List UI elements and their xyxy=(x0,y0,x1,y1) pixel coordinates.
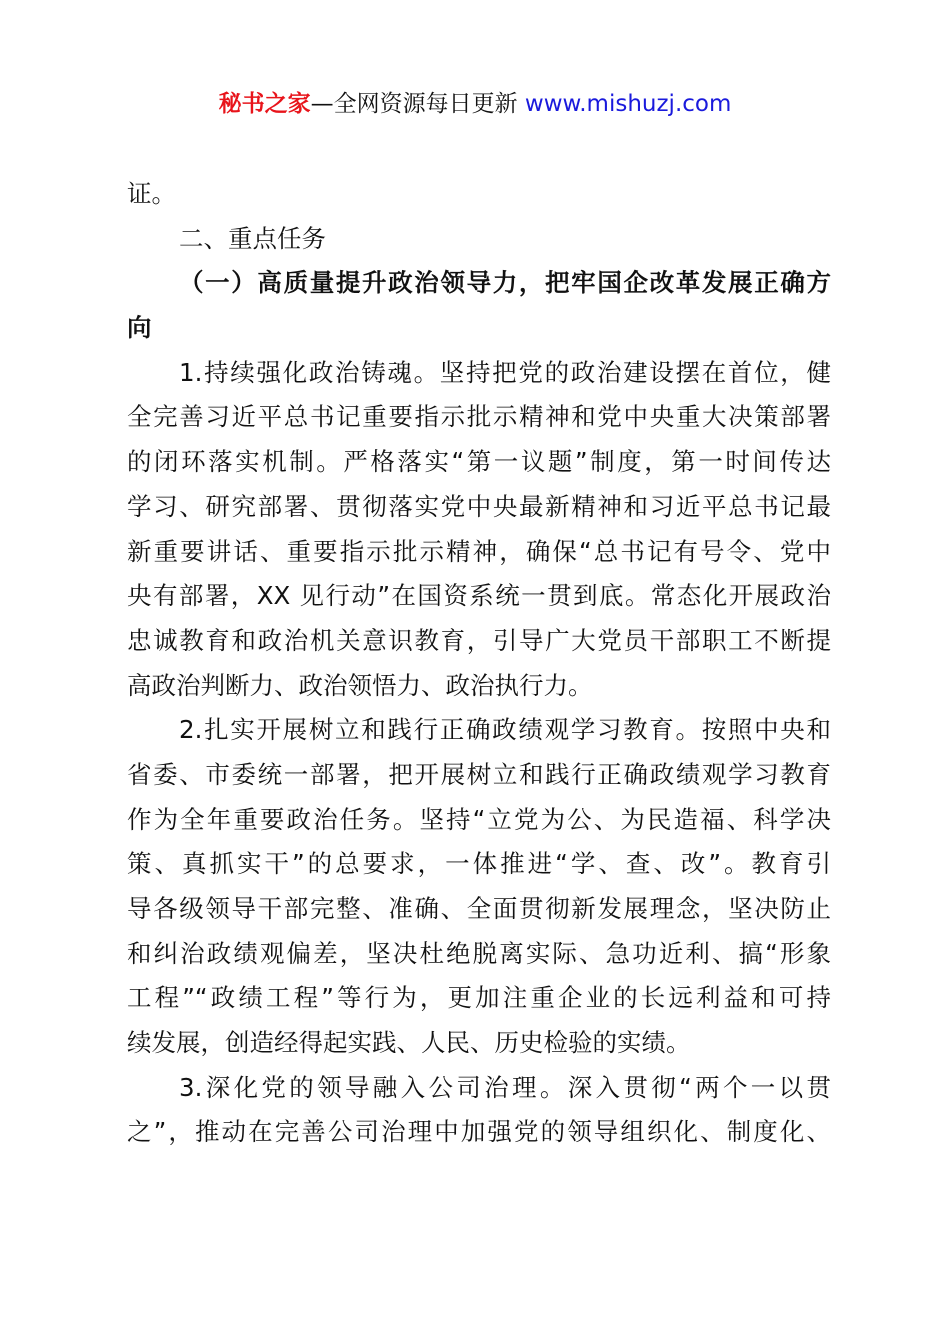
paragraph-line: 作为全年重要政治任务。坚持“立党为公、为民造福、科学决 xyxy=(127,804,831,834)
site-url-link[interactable]: www.mishuzj.com xyxy=(524,91,732,117)
paragraph-line: 策、真抓实干”的总要求，一体推进“学、查、改”。教育引 xyxy=(127,849,831,879)
paragraph-line: 忠诚教育和政治机关意识教育，引导广大党员干部职工不断提 xyxy=(127,625,831,655)
paragraph-3 xyxy=(127,1066,831,1155)
paragraph-line: 学习、研究部署、贯彻落实党中央最新精神和习近平总书记最 xyxy=(127,491,831,521)
section-title: 二、重点任务 xyxy=(179,223,326,253)
paragraph-line: 之”，推动在完善公司治理中加强党的领导组织化、制度化、 xyxy=(127,1117,831,1147)
header-slogan: —全网资源每日更新 xyxy=(310,91,525,117)
document-body xyxy=(127,172,831,1155)
paragraph-line: 导各级领导干部完整、准确、全面贯彻新发展理念，坚决防止 xyxy=(127,894,831,923)
paragraph-line: 全完善习近平总书记重要指示批示精神和党中央重大决策部署 xyxy=(127,402,831,432)
paragraph-line: 新重要讲话、重要指示批示精神，确保“总书记有号令、党中 xyxy=(127,536,831,566)
site-header xyxy=(0,88,950,120)
carryover-text: 证。 xyxy=(127,179,176,208)
paragraph-line: 省委、市委统一部署，把开展树立和践行正确政绩观学习教育 xyxy=(127,759,831,789)
paragraph-line: 和纠治政绩观偏差，坚决杜绝脱离实际、急功近利、搞“形象 xyxy=(127,938,831,968)
subheading-line: 向 xyxy=(127,313,152,343)
paragraph-line: 央有部署，XX 见行动”在国资系统一贯到底。常态化开展政治 xyxy=(127,581,831,611)
paragraph-line: 高政治判断力、政治领悟力、政治执行力。 xyxy=(127,670,593,700)
paragraph-1 xyxy=(127,351,831,709)
paragraph-line: 续发展，创造经得起实践、人民、历史检验的实绩。 xyxy=(127,1028,691,1058)
paragraph-line: 3.深化党的领导融入公司治理。深入贯彻“两个一以贯 xyxy=(179,1072,831,1102)
paragraph-line: 工程”“政绩工程”等行为，更加注重企业的长远利益和可持 xyxy=(127,983,831,1013)
paragraph-line: 1.持续强化政治铸魂。坚持把党的政治建设摆在首位，健 xyxy=(179,357,831,387)
subheading-line: （一）高质量提升政治领导力，把牢国企改革发展正确方 xyxy=(179,268,831,298)
paragraph-line: 的闭环落实机制。严格落实“第一议题”制度，第一时间传达 xyxy=(127,447,831,477)
brand-name: 秘书之家 xyxy=(218,91,311,117)
paragraph-line: 2.扎实开展树立和践行正确政绩观学习教育。按照中央和 xyxy=(179,715,831,745)
paragraph-2 xyxy=(127,708,831,1066)
